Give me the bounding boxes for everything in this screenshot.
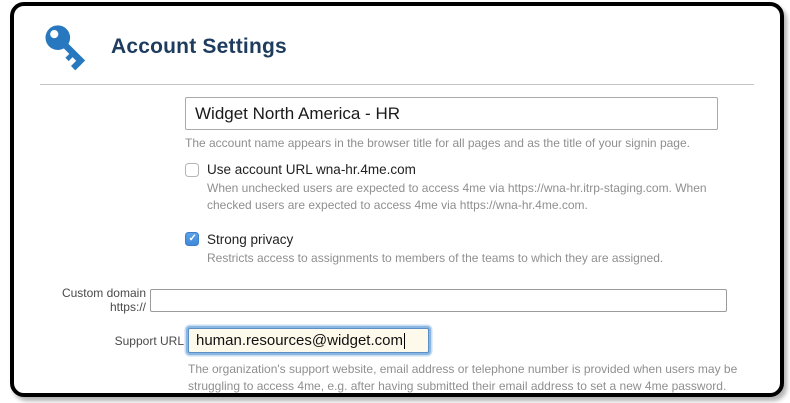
screenshot-frame	[10, 2, 784, 397]
page-header	[40, 18, 754, 76]
account-settings-panel	[14, 6, 780, 394]
settings-form	[40, 97, 754, 394]
use-account-url-label[interactable]: Use account URL wna-hr.4me.com	[207, 162, 416, 178]
support-url-row	[40, 328, 754, 353]
support-url-input[interactable]	[188, 328, 429, 353]
support-url-value: human.resources@widget.com	[196, 332, 403, 350]
account-name-section	[185, 97, 754, 266]
key-icon	[40, 19, 98, 75]
account-name-input[interactable]	[185, 97, 718, 130]
page-title: Account Settings	[111, 35, 287, 58]
strong-privacy-row	[185, 232, 754, 247]
use-account-url-help: When unchecked users are expected to access 4me via https://wna-hr.itrp-staging.com. When checked users are expected to access 4me via https://wna-hr.4me.com.	[207, 181, 707, 212]
use-account-url-checkbox[interactable]	[185, 163, 199, 177]
use-account-url-row	[185, 162, 754, 177]
strong-privacy-checkbox[interactable]	[185, 232, 199, 246]
custom-domain-input[interactable]	[150, 289, 727, 312]
strong-privacy-label[interactable]: Strong privacy	[207, 231, 294, 247]
support-url-label: Support URL	[114, 333, 184, 348]
account-name-help: The account name appears in the browser title for all pages and as the title of your signin page.	[185, 136, 690, 150]
support-url-help: The organization's support website, email address or telephone number is provided when users may be struggling to access 4me, e.g. after having submitted their email address to set a new 4me password.	[188, 362, 738, 393]
custom-domain-label: Custom domain https://	[61, 286, 146, 315]
header-divider	[40, 84, 754, 85]
text-caret	[404, 333, 405, 349]
custom-domain-row	[40, 286, 754, 314]
strong-privacy-help: Restricts access to assignments to members of the teams to which they are assigned.	[207, 250, 664, 265]
